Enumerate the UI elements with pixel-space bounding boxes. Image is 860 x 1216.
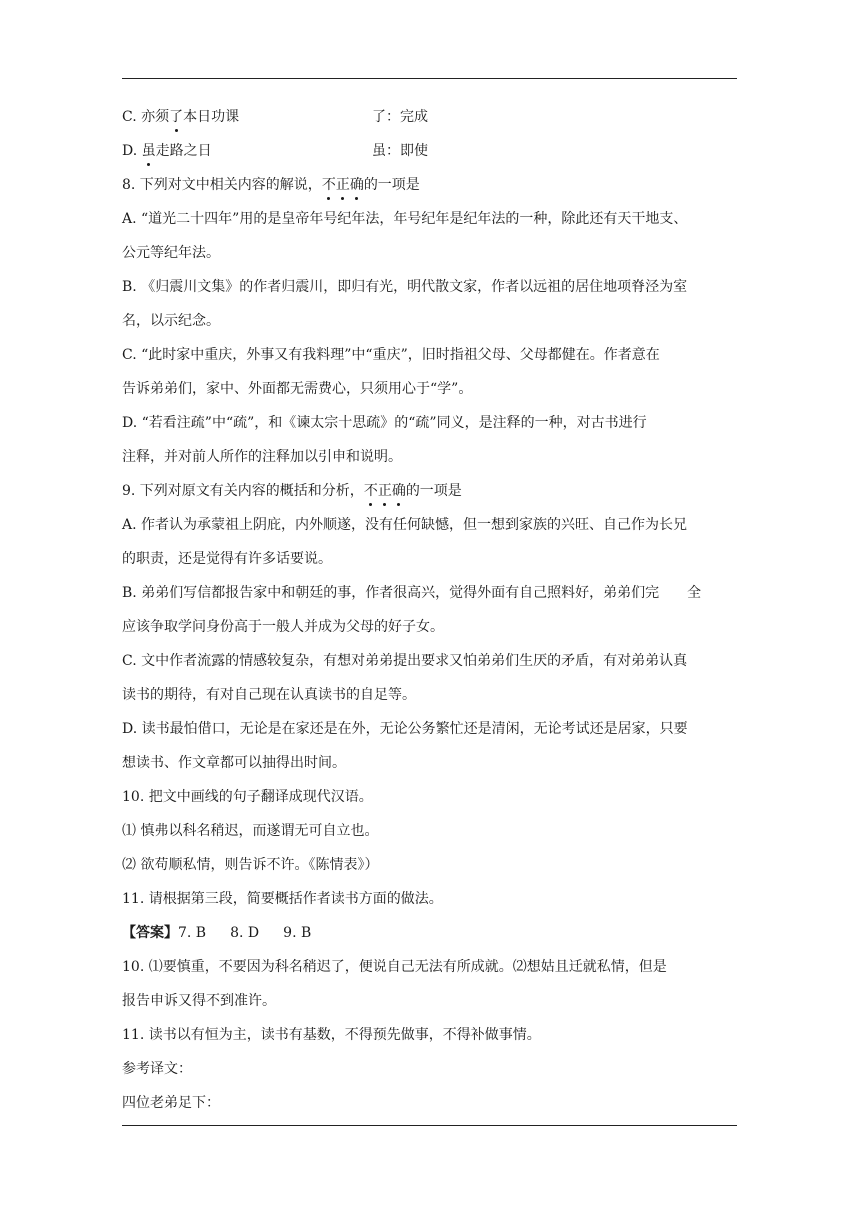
- q9-option-c-line2: 读书的期待，有对自己现在认真读书的自足等。: [122, 687, 416, 703]
- q8-option-d-line1: D. “若看注疏”中“疏”，和《谏太宗十思疏》的“疏”同义，是注释的一种，对古书进行: [122, 415, 647, 431]
- q8-option-c-line1: C. “此时家中重庆，外事又有我料理”中“重庆”，旧时指祖父母、父母都健在。作者意在: [122, 347, 660, 363]
- question-10: 10. 把文中画线的句子翻译成现代汉语。: [122, 789, 373, 805]
- translation-label: 参考译文：: [122, 1061, 192, 1077]
- footer-rule: [122, 1125, 737, 1126]
- answer-label: 【答案】: [122, 925, 178, 941]
- question-10-item-2: ⑵ 欲苟顺私情，则告诉不许。《陈情表》）: [122, 857, 379, 873]
- answer-10-line1: 10. ⑴要慎重，不要因为科名稍迟了，便说自己无法有所成就。⑵想姑且迁就私情，但是: [122, 959, 667, 975]
- option-c-row: [122, 100, 742, 134]
- emphasis-char: 确: [392, 474, 406, 508]
- option-d-gloss: 虽：即使: [372, 143, 428, 159]
- q8-option-a-line1: A. “道光二十四年”用的是皇帝年号纪年法，年号纪年是纪年法的一种，除此还有天干地支、: [122, 211, 688, 227]
- q9-option-a-line1: A. 作者认为承蒙祖上阴庇，内外顺遂，没有任何缺憾，但一想到家族的兴旺、自己作为长兄: [122, 517, 688, 533]
- emphasis-char: 虽: [142, 134, 156, 168]
- q9-option-b-line1: B. 弟弟们写信都报告家中和朝廷的事，作者很高兴，觉得外面有自己照料好，弟弟们完 全: [122, 585, 702, 601]
- question-9: 9. 下列对原文有关内容的概括和分析，不正确的一项是: [122, 474, 742, 508]
- emphasis-char: 正: [378, 474, 392, 508]
- q9-option-c-line1: C. 文中作者流露的情感较复杂，有想对弟弟提出要求又怕弟弟们生厌的矛盾，有对弟弟认真: [122, 653, 688, 669]
- question-8: 8. 下列对文中相关内容的解说，不正确的一项是: [122, 168, 742, 202]
- option-c-gloss: 了：完成: [372, 109, 428, 125]
- q9-option-d-line1: D. 读书最怕借口，无论是在家还是在外，无论公务繁忙还是清闲，无论考试还是居家，只要: [122, 721, 688, 737]
- q9-option-b-line2: 应该争取学问身份高于一般人并成为父母的好子女。: [122, 619, 444, 635]
- question-11: 11. 请根据第三段，简要概括作者读书方面的做法。: [122, 891, 443, 907]
- answer-11: 11. 读书以有恒为主，读书有基数，不得预先做事，不得补做事情。: [122, 1027, 541, 1043]
- header-rule: [122, 78, 737, 79]
- option-d-row: [122, 134, 742, 168]
- answer-7: 7. B: [178, 925, 207, 941]
- q8-option-a-line2: 公元等纪年法。: [122, 245, 220, 261]
- answer-row: [122, 916, 742, 950]
- option-d-text: D. 虽走路之日: [122, 143, 212, 159]
- q8-option-b-line1: B. 《归震川文集》的作者归震川，即归有光，明代散文家，作者以远祖的居住地项脊泾为室: [122, 279, 688, 295]
- emphasis-char: 确: [350, 168, 364, 202]
- question-10-item-1: ⑴ 慎弗以科名稍迟，而遂谓无可自立也。: [122, 823, 379, 839]
- translation-line1: 四位老弟足下：: [122, 1095, 220, 1111]
- emphasis-char: 正: [336, 168, 350, 202]
- q8-option-c-line2: 告诉弟弟们，家中、外面都无需费心，只须用心于“学”。: [122, 381, 473, 397]
- option-c-text: C. 亦须了本日功课: [122, 109, 239, 125]
- emphasis-char: 不: [322, 168, 336, 202]
- document-body: [122, 100, 742, 1120]
- answer-8: 8. D: [230, 925, 260, 941]
- answer-9: 9. B: [283, 925, 312, 941]
- q9-option-d-line2: 想读书、作文章都可以抽得出时间。: [122, 755, 346, 771]
- emphasis-char: 了: [169, 100, 183, 134]
- q8-option-b-line2: 名，以示纪念。: [122, 313, 220, 329]
- emphasis-char: 不: [364, 474, 378, 508]
- answer-10-line2: 报告申诉又得不到准许。: [122, 993, 276, 1009]
- q9-option-a-line2: 的职责，还是觉得有许多话要说。: [122, 551, 332, 567]
- q8-option-d-line2: 注释，并对前人所作的注释加以引申和说明。: [122, 449, 402, 465]
